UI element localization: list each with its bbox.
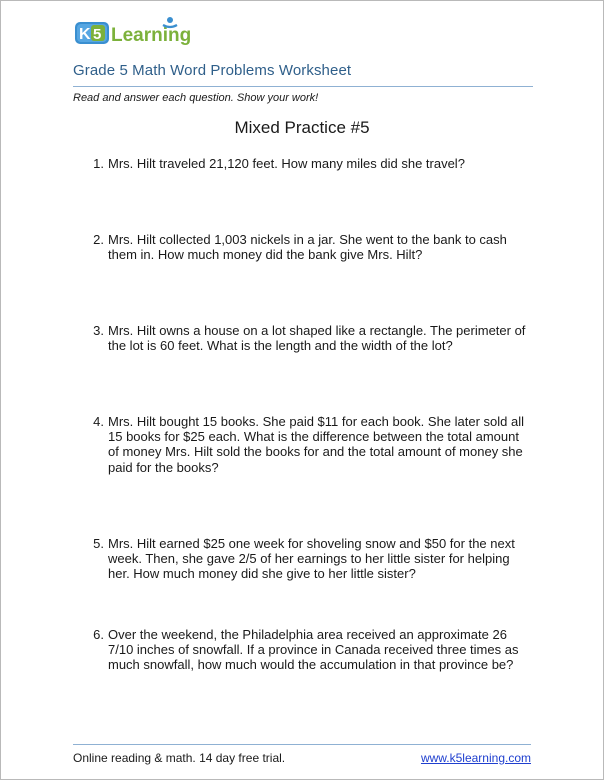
question-text: Mrs. Hilt owns a house on a lot shaped like a rectangle. The perimeter of the lot is 60 feet. What is the length and the width of the lot? xyxy=(108,323,526,354)
question-number: 5. xyxy=(93,536,104,551)
question-3 xyxy=(88,323,528,353)
question-number: 3. xyxy=(93,323,104,338)
svg-text:K: K xyxy=(79,26,91,43)
k5-learning-logo xyxy=(74,14,204,48)
footer-divider xyxy=(73,744,531,745)
question-4 xyxy=(88,414,528,475)
logo-graphic xyxy=(74,14,204,48)
svg-text:Learning: Learning xyxy=(111,25,192,46)
footer-link[interactable]: www.k5learning.com xyxy=(420,751,531,765)
worksheet-title: Grade 5 Math Word Problems Worksheet xyxy=(73,62,352,79)
header-divider xyxy=(73,86,533,87)
page-title: Mixed Practice #5 xyxy=(234,118,370,137)
question-6 xyxy=(88,627,528,673)
question-5 xyxy=(88,536,528,582)
question-text: Mrs. Hilt bought 15 books. She paid $11 for each book. She later sold all 15 books for $25 each. What is the difference between the total amount of money Mrs. Hilt sold the books for and the total amount of money she paid for the books? xyxy=(108,414,525,475)
question-2 xyxy=(88,232,528,262)
question-text: Over the weekend, the Philadelphia area received an approximate 26 7/10 inches of snowfall. If a province in Canada received three times as much snowfall, how much would the accumulation in that province be? xyxy=(108,627,519,673)
instructions: Read and answer each question. Show your work! xyxy=(73,92,319,104)
question-text: Mrs. Hilt earned $25 one week for shoveling snow and $50 for the next week. Then, she gave 2/5 of her earnings to her little sister for helping her. How much money did she give to her little sister? xyxy=(108,536,515,582)
question-1 xyxy=(88,156,528,171)
question-number: 6. xyxy=(93,627,104,642)
question-text: Mrs. Hilt traveled 21,120 feet. How many miles did she travel? xyxy=(108,156,465,171)
question-number: 1. xyxy=(93,156,104,171)
question-number: 4. xyxy=(93,414,104,429)
footer-text: Online reading & math. 14 day free trial. xyxy=(73,751,286,765)
question-text: Mrs. Hilt collected 1,003 nickels in a jar. She went to the bank to cash them in. How much money did the bank give Mrs. Hilt? xyxy=(108,232,507,263)
svg-text:5: 5 xyxy=(93,26,102,43)
question-number: 2. xyxy=(93,232,104,247)
